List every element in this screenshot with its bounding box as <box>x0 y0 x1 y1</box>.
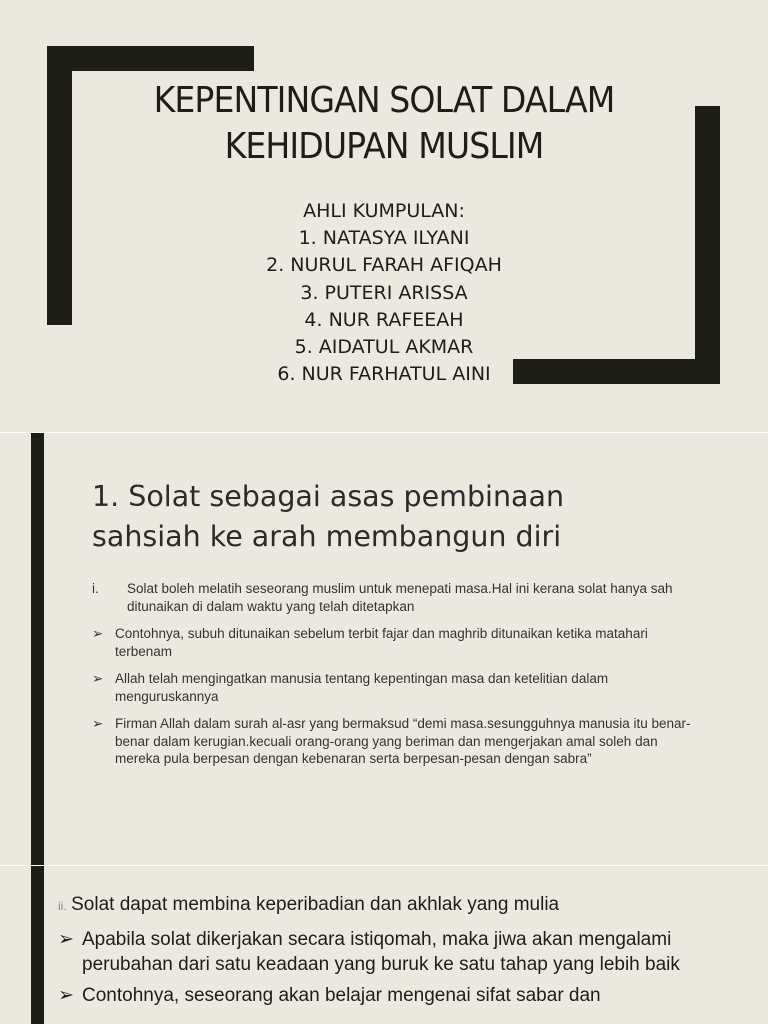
list-item <box>92 625 692 660</box>
list-item-text: Allah telah mengingatkan manusia tentang kepentingan masa dan ketelitian dalam menguruskannya <box>115 671 609 704</box>
list-item <box>92 670 692 705</box>
arrow-bullet-icon: ➢ <box>92 626 104 641</box>
list-item <box>92 580 692 615</box>
slide-title-line-2: KEHIDUPAN MUSLIM <box>224 126 544 167</box>
arrow-bullet-icon: ➢ <box>58 985 74 1006</box>
list-item <box>58 983 698 1008</box>
sub-heading <box>58 894 758 916</box>
slide-title <box>31 78 738 170</box>
member-item: 3. PUTERI ARISSA <box>300 281 468 304</box>
member-item: 5. AIDATUL AKMAR <box>294 336 474 359</box>
list-item-text: Contohnya, subuh ditunaikan sebelum terbit fajar dan maghrib ditunaikan ketika matahari terbenam <box>115 626 648 659</box>
roman-numeral-marker: ii. <box>58 899 67 913</box>
member-item: 6. NUR FARHATUL AINI <box>277 363 491 386</box>
arrow-bullet-icon: ➢ <box>92 716 104 731</box>
content-slide-1 <box>0 433 768 865</box>
list-item-text: Apabila solat dikerjakan secara istiqomah, maka jiwa akan mengalami perubahan dari satu keadaan yang buruk ke satu tahap yang lebih baik <box>82 929 680 975</box>
content-slide-2 <box>0 866 768 1024</box>
slide-heading <box>92 477 732 557</box>
slide-title-line-1: KEPENTINGAN SOLAT DALAM <box>153 80 615 121</box>
bullet-list <box>92 580 692 778</box>
bullet-list <box>58 927 698 1014</box>
list-item <box>58 927 698 977</box>
frame-top-left-horizontal <box>47 46 254 71</box>
accent-bar <box>31 866 44 1024</box>
arrow-bullet-icon: ➢ <box>92 671 104 686</box>
arrow-bullet-icon: ➢ <box>58 929 74 950</box>
slide-heading-line-1: 1. Solat sebagai asas pembinaan <box>92 480 565 513</box>
member-item: 2. NURUL FARAH AFIQAH <box>266 254 502 277</box>
group-members <box>0 198 768 388</box>
list-item <box>92 715 692 768</box>
roman-numeral-marker: i. <box>92 581 99 596</box>
slide-heading-line-2: sahsiah ke arah membangun diri <box>92 520 562 553</box>
members-heading: AHLI KUMPULAN: <box>303 200 465 222</box>
member-item: 1. NATASYA ILYANI <box>298 227 470 250</box>
member-item: 4. NUR RAFEEAH <box>304 308 464 331</box>
list-item-text: Contohnya, seseorang akan belajar mengenai sifat sabar dan <box>82 985 601 1006</box>
list-item-text: Firman Allah dalam surah al-asr yang bermaksud “demi masa.sesungguhnya manusia itu benar-benar dalam kerugian.kecuali orang-orang yang beriman dan mengerjakan amal soleh dan mereka pula berpesan dengan kebenaran serta berpesan-pesan dengan sabra” <box>115 716 691 766</box>
sub-heading-text: Solat dapat membina keperibadian dan akhlak yang mulia <box>71 894 560 915</box>
accent-bar <box>31 433 44 865</box>
list-item-text: Solat boleh melatih seseorang muslim untuk menepati masa.Hal ini kerana solat hanya sah ditunaikan di dalam waktu yang telah ditetapkan <box>127 581 673 614</box>
title-slide <box>0 0 768 432</box>
